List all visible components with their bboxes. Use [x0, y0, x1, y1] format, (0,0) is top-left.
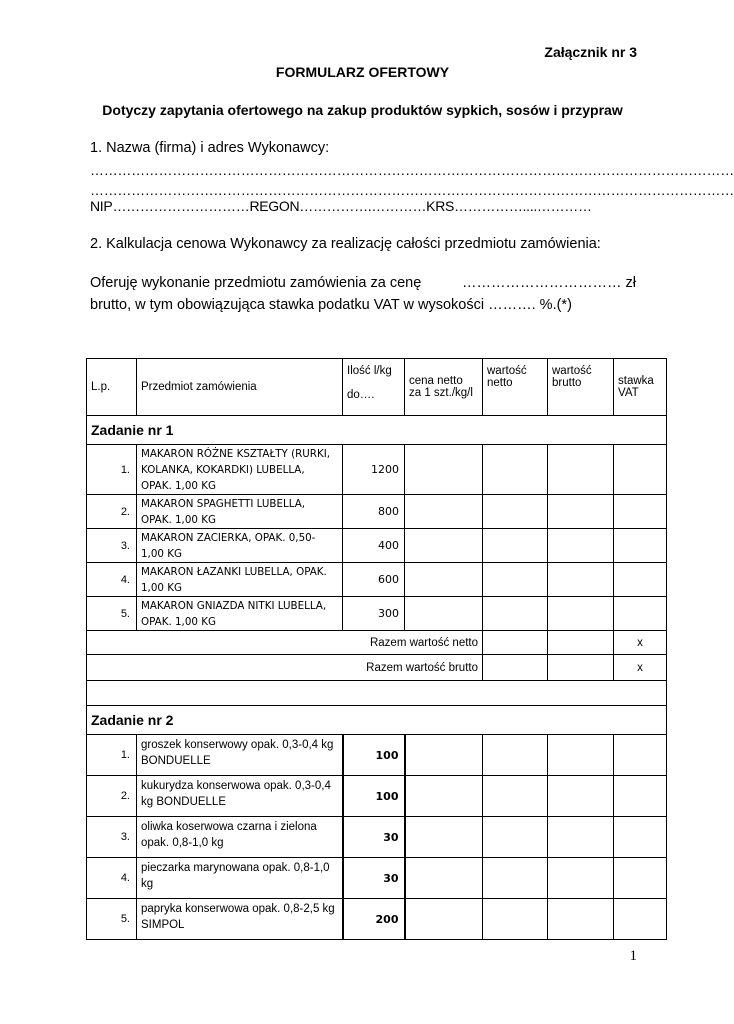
row-gross-value-cell[interactable]	[548, 858, 614, 899]
row-net-price-cell[interactable]	[405, 529, 483, 563]
row-net-price-cell[interactable]	[405, 858, 483, 899]
row-vat-cell[interactable]	[614, 899, 667, 940]
row-lp: 1.	[87, 445, 137, 495]
section-2-label: 2. Kalkulacja cenowa Wykonawcy za realizację całości przedmiotu zamówienia:	[90, 236, 601, 252]
row-gross-value-cell[interactable]	[548, 445, 614, 495]
row-net-value-cell[interactable]	[483, 445, 548, 495]
row-item: oliwka koserwowa czarna i zielona opak. 0,8-1,0 kg	[137, 817, 343, 858]
header-gross-value: wartość brutto	[548, 359, 614, 416]
sum-net-x: x	[614, 631, 667, 655]
table-row	[87, 776, 667, 817]
row-qty: 200	[343, 899, 405, 940]
row-qty: 30	[343, 817, 405, 858]
row-item: pieczarka marynowana opak. 0,8-1,0 kg	[137, 858, 343, 899]
row-net-value-cell[interactable]	[483, 735, 548, 776]
row-lp: 2.	[87, 495, 137, 529]
row-net-value-cell[interactable]	[483, 817, 548, 858]
row-gross-value-cell[interactable]	[548, 529, 614, 563]
header-qty-line-1: Ilość l/kg	[347, 365, 392, 377]
table-row	[87, 817, 667, 858]
row-qty: 100	[343, 735, 405, 776]
row-item: groszek konserwowy opak. 0,3-0,4 kg BONDUELLE	[137, 735, 343, 776]
row-gross-value-cell[interactable]	[548, 899, 614, 940]
row-qty: 800	[343, 495, 405, 529]
table-row	[87, 563, 667, 597]
row-lp: 4.	[87, 563, 137, 597]
sum-net-row	[87, 631, 667, 655]
header-net-value: wartość netto	[483, 359, 548, 416]
header-qty-line-2: do….	[347, 389, 375, 401]
row-qty: 30	[343, 858, 405, 899]
row-gross-value-cell[interactable]	[548, 563, 614, 597]
contractor-name-line-2: ……………………………………………………………………………………………………………………………	[90, 182, 734, 198]
row-net-price-cell[interactable]	[405, 899, 483, 940]
row-net-value-cell[interactable]	[483, 776, 548, 817]
sum-gross-value-cell[interactable]	[483, 655, 548, 681]
task-2-heading-row	[87, 706, 667, 735]
row-vat-cell[interactable]	[614, 735, 667, 776]
task-1-title: Zadanie nr 1	[87, 416, 667, 445]
row-qty: 400	[343, 529, 405, 563]
spacer-row	[87, 681, 667, 706]
row-gross-value-cell[interactable]	[548, 817, 614, 858]
table-row	[87, 597, 667, 631]
table-row	[87, 445, 667, 495]
offer-line-1-left: Oferuję wykonanie przedmiotu zamówienia za cenę	[90, 275, 422, 291]
row-net-price-cell[interactable]	[405, 735, 483, 776]
sum-gross-x: x	[614, 655, 667, 681]
row-lp: 5.	[87, 597, 137, 631]
row-gross-value-cell[interactable]	[548, 495, 614, 529]
section-1-label: 1. Nazwa (firma) i adres Wykonawcy:	[90, 140, 330, 156]
task-1-heading-row	[87, 416, 667, 445]
row-net-value-cell[interactable]	[483, 495, 548, 529]
row-lp: 2.	[87, 776, 137, 817]
form-title: FORMULARZ OFERTOWY	[275, 64, 450, 80]
sum-gross-row	[87, 655, 667, 681]
row-qty: 100	[343, 776, 405, 817]
row-net-value-cell[interactable]	[483, 529, 548, 563]
header-item: Przedmiot zamówienia	[137, 359, 343, 416]
row-lp: 3.	[87, 817, 137, 858]
annex-label: Załącznik nr 3	[544, 44, 637, 60]
contractor-name-line-1: ……………………………………………………………………………………………………………………………	[90, 162, 734, 178]
table-row	[87, 495, 667, 529]
nip-regon-krs-line: NIP…………………………REGON…………….…………KRS……………....…………	[90, 198, 592, 214]
row-net-price-cell[interactable]	[405, 776, 483, 817]
row-qty: 600	[343, 563, 405, 597]
row-lp: 1.	[87, 735, 137, 776]
row-vat-cell[interactable]	[614, 597, 667, 631]
offer-line-1-right: …………………………… zł	[462, 275, 636, 291]
row-vat-cell[interactable]	[614, 495, 667, 529]
header-net-price: cena netto za 1 szt./kg/l	[405, 359, 483, 416]
price-table	[86, 358, 667, 940]
offer-line-2: brutto, w tym obowiązująca stawka podatku VAT w wysokości ………. %.(*)	[90, 297, 572, 313]
sum-gross-label: Razem wartość brutto	[87, 655, 483, 681]
row-net-price-cell[interactable]	[405, 597, 483, 631]
sum-net-gross-cell[interactable]	[548, 631, 614, 655]
row-lp: 5.	[87, 899, 137, 940]
form-subject: Dotyczy zapytania ofertowego na zakup produktów sypkich, sosów i przypraw	[102, 102, 623, 118]
row-gross-value-cell[interactable]	[548, 597, 614, 631]
table-row	[87, 899, 667, 940]
row-net-value-cell[interactable]	[483, 563, 548, 597]
row-qty: 300	[343, 597, 405, 631]
row-vat-cell[interactable]	[614, 529, 667, 563]
table-header-row	[87, 359, 667, 416]
offer-statement	[90, 272, 636, 316]
row-item: papryka konserwowa opak. 0,8-2,5 kg SIMPOL	[137, 899, 343, 940]
header-qty	[343, 359, 405, 416]
row-item: MAKARON SPAGHETTI LUBELLA, OPAK. 1,00 KG	[137, 495, 343, 529]
sum-net-value-cell[interactable]	[483, 631, 548, 655]
row-item: kukurydza konserwowa opak. 0,3-0,4 kg BONDUELLE	[137, 776, 343, 817]
row-vat-cell[interactable]	[614, 776, 667, 817]
row-net-price-cell[interactable]	[405, 817, 483, 858]
row-net-price-cell[interactable]	[405, 445, 483, 495]
sum-net-label: Razem wartość netto	[87, 631, 483, 655]
row-vat-cell[interactable]	[614, 858, 667, 899]
table-row	[87, 735, 667, 776]
task-2-title: Zadanie nr 2	[87, 706, 667, 735]
table-row	[87, 858, 667, 899]
page-number: 1	[629, 948, 637, 964]
spacer-cell	[87, 681, 667, 706]
row-net-price-cell[interactable]	[405, 495, 483, 529]
sum-gross-gross-cell[interactable]	[548, 655, 614, 681]
row-net-value-cell[interactable]	[483, 899, 548, 940]
row-vat-cell[interactable]	[614, 445, 667, 495]
row-net-price-cell[interactable]	[405, 563, 483, 597]
row-net-value-cell[interactable]	[483, 597, 548, 631]
row-gross-value-cell[interactable]	[548, 776, 614, 817]
table-row	[87, 529, 667, 563]
row-gross-value-cell[interactable]	[548, 735, 614, 776]
row-qty: 1200	[343, 445, 405, 495]
row-net-value-cell[interactable]	[483, 858, 548, 899]
row-lp: 4.	[87, 858, 137, 899]
header-vat: stawka VAT	[614, 359, 667, 416]
row-vat-cell[interactable]	[614, 563, 667, 597]
row-item: MAKARON ŁAZANKI LUBELLA, OPAK. 1,00 KG	[137, 563, 343, 597]
row-item: MAKARON RÓŻNE KSZTAŁTY (RURKI, KOLANKA, KOKARDKI) LUBELLA, OPAK. 1,00 KG	[137, 445, 343, 495]
row-vat-cell[interactable]	[614, 817, 667, 858]
row-lp: 3.	[87, 529, 137, 563]
header-lp: L.p.	[87, 359, 137, 416]
row-item: MAKARON ZACIERKA, OPAK. 0,50-1,00 KG	[137, 529, 343, 563]
row-item: MAKARON GNIAZDA NITKI LUBELLA, OPAK. 1,00 KG	[137, 597, 343, 631]
